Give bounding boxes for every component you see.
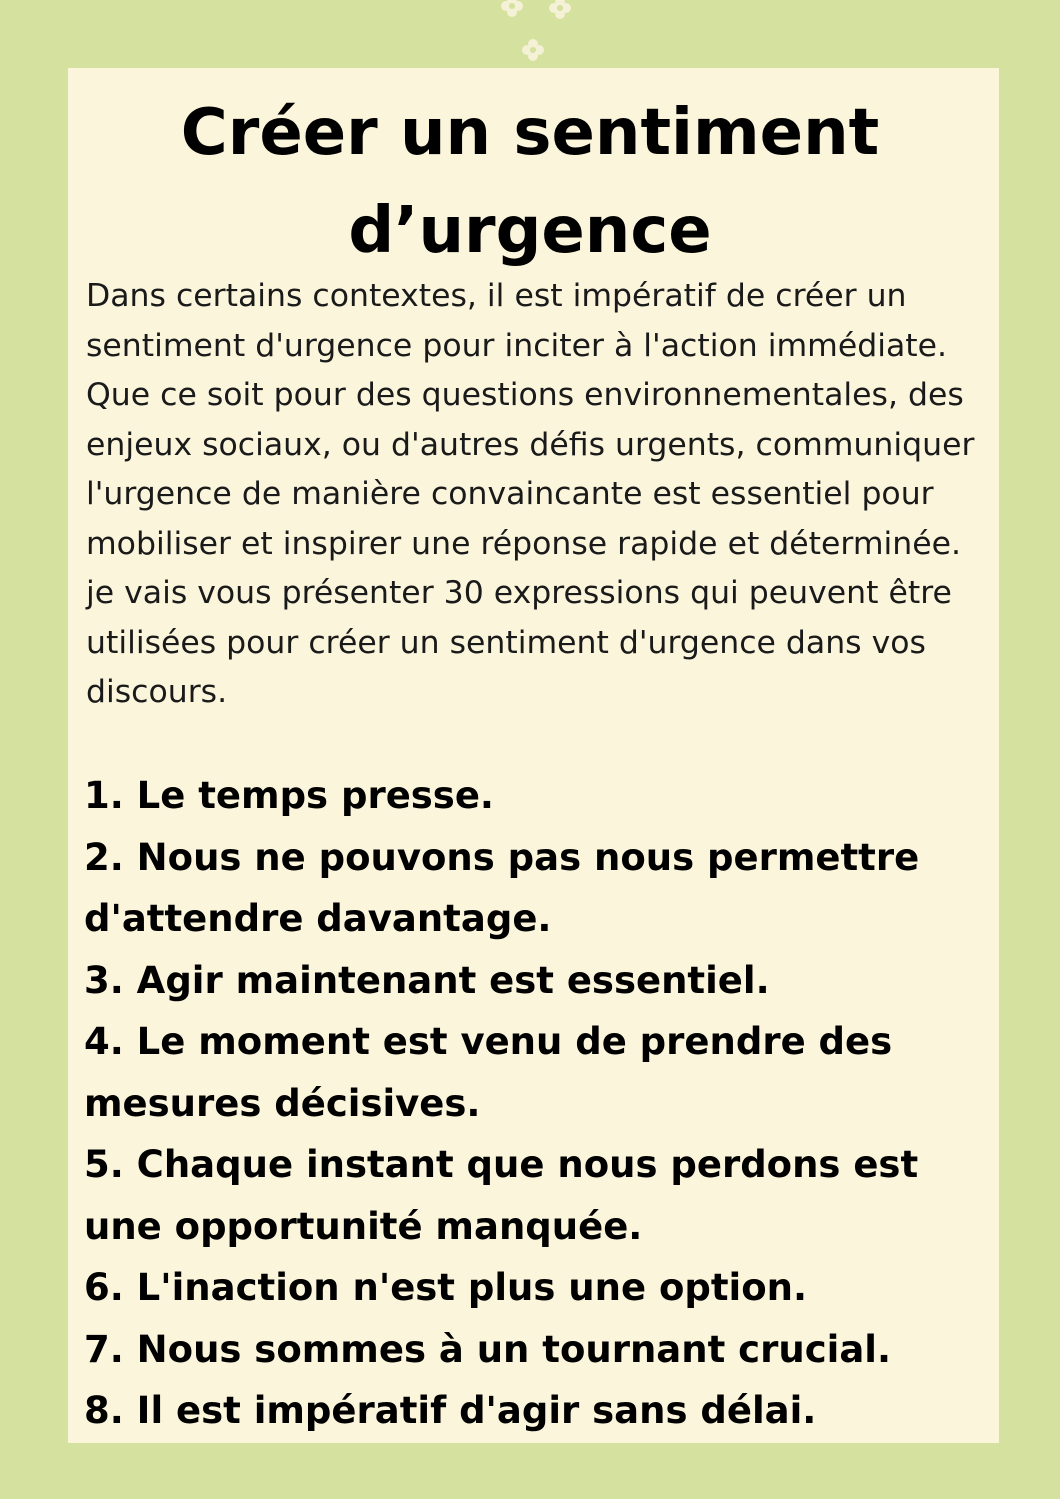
title-line-1: Créer un sentiment bbox=[180, 96, 880, 170]
title-line-2: d’urgence bbox=[348, 194, 712, 268]
list-item: 4. Le moment est venu de prendre des mesures décisives. bbox=[84, 1020, 893, 1125]
flower-icon bbox=[501, 0, 523, 17]
expression-list bbox=[84, 765, 994, 1442]
list-item: 6. L'inaction n'est plus une option. bbox=[84, 1266, 808, 1309]
list-item: 8. Il est impératif d'agir sans délai. bbox=[84, 1389, 817, 1432]
intro-text bbox=[86, 272, 986, 718]
flower-icon bbox=[522, 39, 544, 61]
list-item: 3. Agir maintenant est essentiel. bbox=[84, 958, 770, 1002]
list-item: 1. Le temps presse. bbox=[84, 774, 494, 817]
list-item: 7. Nous sommes à un tournant crucial. bbox=[84, 1327, 892, 1371]
flower-icon bbox=[549, 0, 571, 19]
intro-paragraph: Dans certains contextes, il est impératif de créer un sentiment d'urgence pour inciter à l'action immédiate. Que ce soit pour des questions environnementales, des enjeux sociaux, ou d'autres défis urgents, communiquer l'urgence de manière convaincante est essentiel pour mobiliser et inspirer une réponse rapide et déterminée. bbox=[86, 278, 975, 562]
list-item: 2. Nous ne pouvons pas nous permettre d'attendre davantage. bbox=[84, 835, 920, 940]
list-item: 5. Chaque instant que nous perdons est une opportunité manquée. bbox=[84, 1143, 919, 1248]
flower-decoration bbox=[490, 0, 590, 70]
intro-paragraph: je vais vous présenter 30 expressions qui peuvent être utilisées pour créer un sentiment d'urgence dans vos discours. bbox=[86, 575, 952, 710]
page-title bbox=[0, 84, 1060, 280]
